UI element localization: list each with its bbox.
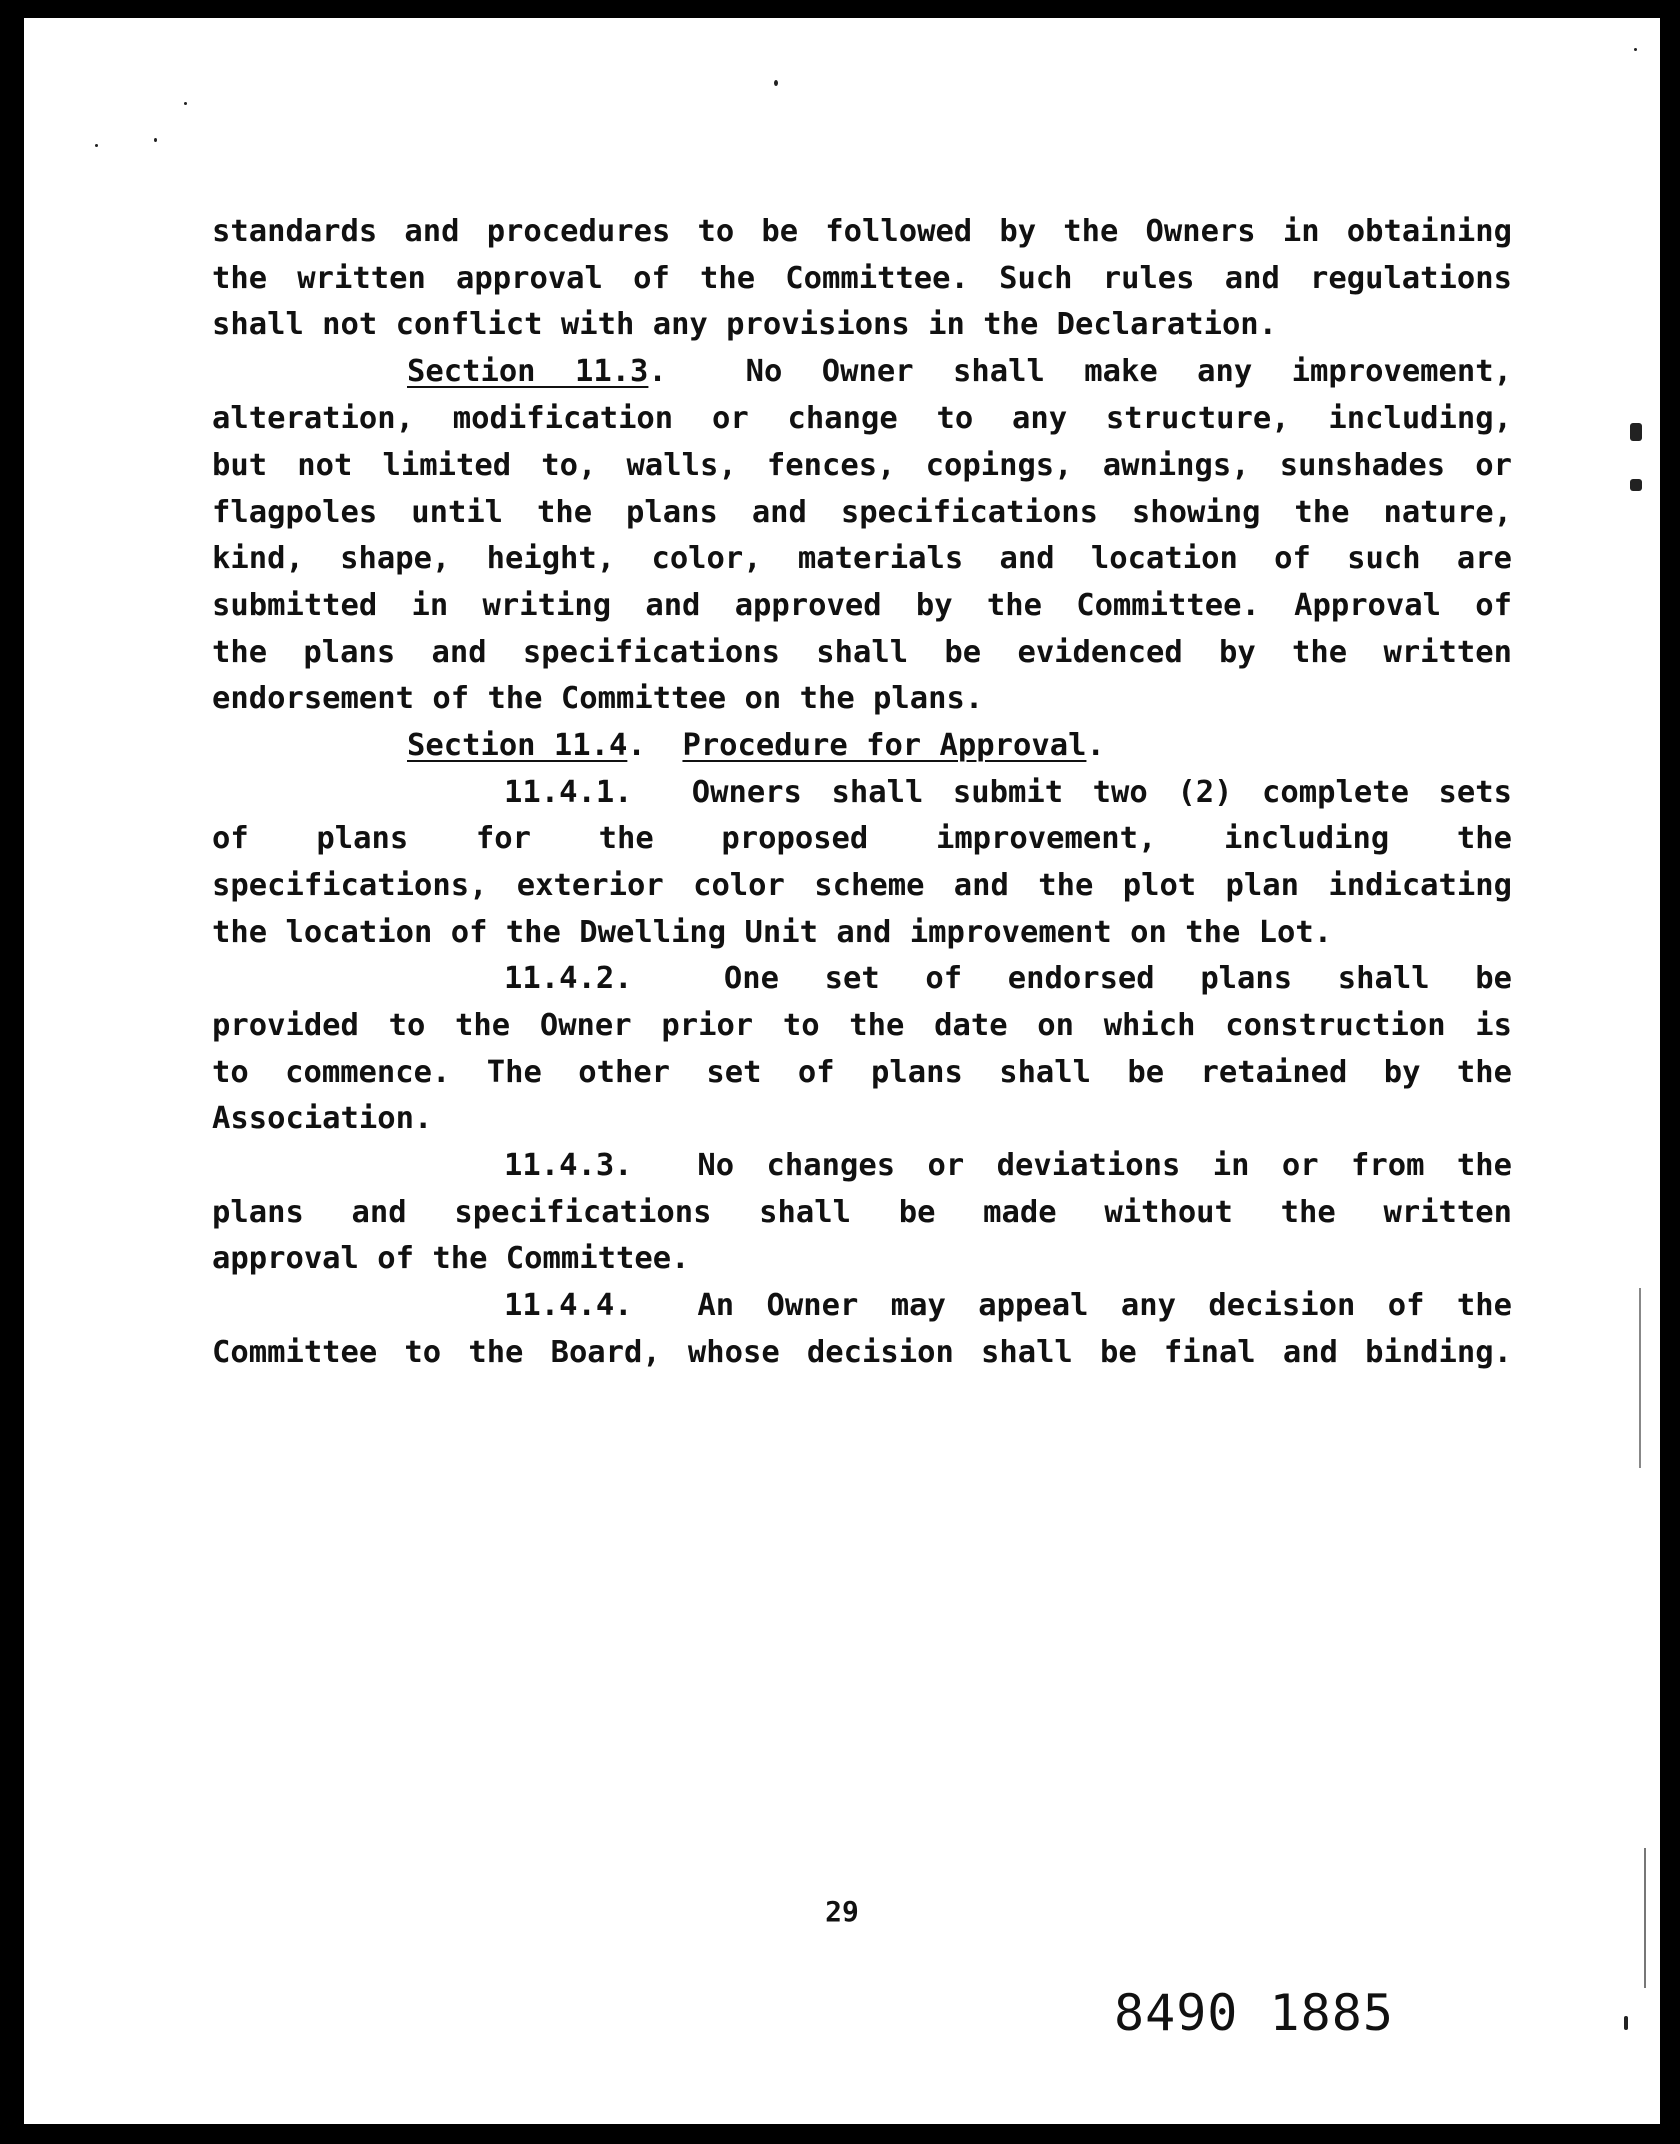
text-line: endorsement of the Committee on the plans. (212, 681, 984, 716)
section-11-4-heading: Section 11.4 (407, 728, 628, 763)
text-line: approval of the Committee. (212, 1241, 690, 1276)
clause-number: 11.4.2. (504, 961, 633, 996)
section-11-4-title: Procedure for Approval (682, 728, 1087, 763)
document-page (24, 18, 1660, 2124)
text-line: specifications, exterior color scheme and the plot plan indicating (212, 868, 1512, 903)
text-line: Owners shall submit two (2) complete sets (691, 775, 1512, 810)
text-line: provided to the Owner prior to the date on which construction is (212, 1008, 1512, 1043)
scan-speck (184, 102, 187, 105)
page-number: 29 (825, 1895, 859, 1928)
clause-11-4-1-first-line (504, 768, 1512, 818)
scan-speck (1630, 423, 1642, 441)
text-line: of plans for the proposed improvement, including the (212, 821, 1512, 856)
text-line: alteration, modification or change to any structure, including, (212, 401, 1512, 436)
scan-speck (154, 138, 157, 142)
scan-border-top (0, 0, 1680, 18)
text-line: Committee to the Board, whose decision shall be final and binding. (212, 1335, 1512, 1370)
scan-speck (1634, 48, 1637, 51)
text-line: Association. (212, 1101, 433, 1136)
text-line: the location of the Dwelling Unit and improvement on the Lot. (212, 915, 1333, 950)
text-line: shall not conflict with any provisions in the Declaration. (212, 307, 1278, 342)
clause-number: 11.4.1. (504, 775, 633, 810)
document-id: 8490 1885 (1114, 1984, 1394, 2042)
clause-11-4-2-first-line (504, 954, 1512, 1004)
text-line: to commence. The other set of plans shall be retained by the (212, 1055, 1512, 1090)
text-line: submitted in writing and approved by the Committee. Approval of (212, 588, 1512, 623)
scan-speck (1630, 479, 1642, 491)
text-line: standards and procedures to be followed by the Owners in obtaining (212, 214, 1512, 249)
scan-speck (95, 144, 98, 147)
clause-11-4-3-first-line (504, 1141, 1512, 1191)
text-line: No Owner shall make any improvement, (745, 354, 1512, 389)
scan-speck (774, 80, 778, 86)
section-11-4-heading-line: Section 11.4. Procedure for Approval. (407, 728, 1105, 763)
text-line: the written approval of the Committee. Such rules and regulations (212, 261, 1512, 296)
clause-11-4-4-first-line (504, 1281, 1512, 1331)
scan-edge-noise (1644, 1848, 1646, 1988)
scan-speck (1624, 2016, 1628, 2030)
text-line: flagpoles until the plans and specifications showing the nature, (212, 495, 1512, 530)
scan-edge-noise (1639, 1288, 1641, 1468)
clause-number: 11.4.4. (504, 1288, 633, 1323)
clause-number: 11.4.3. (504, 1148, 633, 1183)
text-line: the plans and specifications shall be evidenced by the written (212, 635, 1512, 670)
text-line: kind, shape, height, color, materials and location of such are (212, 541, 1512, 576)
scan-border-bottom (0, 2124, 1680, 2144)
text-line: No changes or deviations in or from the (697, 1148, 1512, 1183)
section-11-3-heading: Section 11.3 (407, 354, 649, 389)
text-line: An Owner may appeal any decision of the (697, 1288, 1512, 1323)
section-11-3-first-line: Section 11.3. No Owner shall make any improvement, (407, 354, 1512, 389)
text-line: plans and specifications shall be made without the written (212, 1195, 1512, 1230)
text-line: One set of endorsed plans shall be (723, 961, 1512, 996)
text-line: but not limited to, walls, fences, copings, awnings, sunshades or (212, 448, 1512, 483)
